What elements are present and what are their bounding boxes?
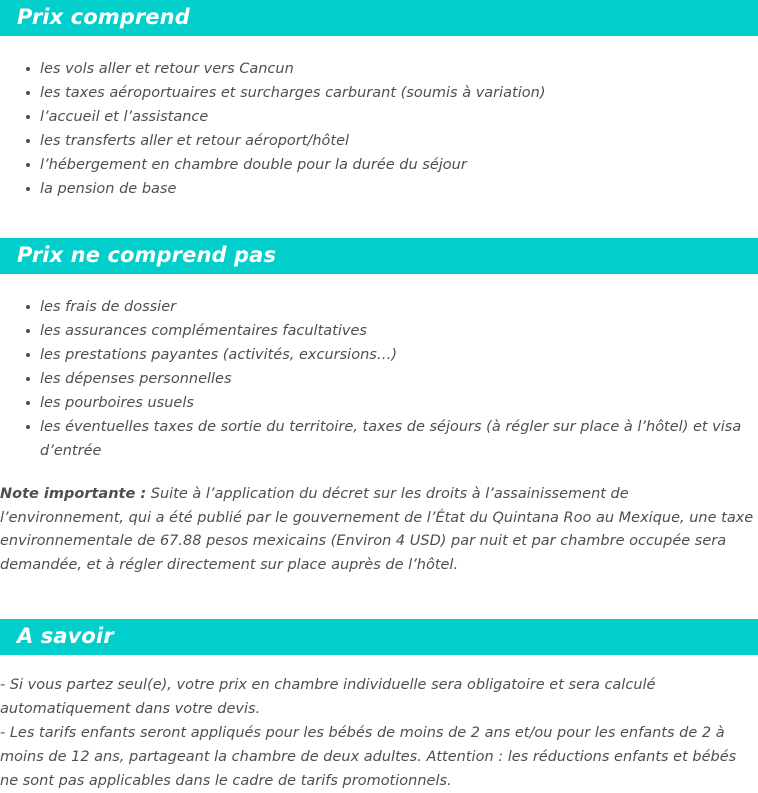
section-title: Prix ne comprend pas bbox=[17, 242, 277, 267]
section-header-prix-comprend bbox=[0, 0, 758, 36]
list-item: les taxes aéroportuaires et surcharges carburant (soumis à variation) bbox=[0, 81, 758, 105]
prix-comprend-body bbox=[0, 36, 758, 201]
section-spacer bbox=[0, 201, 758, 238]
excluded-list bbox=[0, 295, 758, 463]
important-note-text: Suite à l’application du décret sur les droits à l’assainissement de l’environnement, qui a été publié par le gouvernement de l’État du Quintana Roo au Mexique, une taxe environnementale de 67.88 pesos mexicains (Environ 4 USD) par nuit et par chambre occupée sera demandée, et à régler directement sur place auprès de l’hôtel. bbox=[0, 486, 754, 573]
list-item: les pourboires usuels bbox=[0, 391, 758, 415]
section-header-prix-ne-comprend-pas bbox=[0, 238, 758, 274]
savoir-paragraph: - Les tarifs enfants seront appliqués pour les bébés de moins de 2 ans et/ou pour les enfants de 2 à moins de 12 ans, partageant la chambre de deux adultes. Attention : les réductions enfants et bébés ne sont pas applicables dans le cadre de tarifs promotionnels. bbox=[0, 725, 737, 789]
list-item: les dépenses personnelles bbox=[0, 367, 758, 391]
list-item: les éventuelles taxes de sortie du territoire, taxes de séjours (à régler sur place à l’hôtel) et visa d’entrée bbox=[0, 415, 758, 463]
list-item: les frais de dossier bbox=[0, 295, 758, 319]
included-list bbox=[0, 57, 758, 201]
section-header-a-savoir bbox=[0, 619, 758, 655]
list-item: les vols aller et retour vers Cancun bbox=[0, 57, 758, 81]
prix-ne-comprend-pas-body bbox=[0, 274, 758, 577]
list-item: les assurances complémentaires facultatives bbox=[0, 319, 758, 343]
list-item: l’accueil et l’assistance bbox=[0, 105, 758, 129]
section-spacer bbox=[0, 577, 758, 619]
list-item: les prestations payantes (activités, excursions…) bbox=[0, 343, 758, 367]
savoir-paragraph: - Si vous partez seul(e), votre prix en chambre individuelle sera obligatoire et sera calculé automatiquement dans votre devis. bbox=[0, 677, 656, 717]
list-item: les transferts aller et retour aéroport/hôtel bbox=[0, 129, 758, 153]
a-savoir-body bbox=[0, 655, 758, 793]
section-title: A savoir bbox=[17, 623, 114, 648]
important-note-lead: Note importante : bbox=[0, 486, 147, 502]
section-title: Prix comprend bbox=[17, 4, 190, 29]
list-item: la pension de base bbox=[0, 177, 758, 201]
list-item: l’hébergement en chambre double pour la durée du séjour bbox=[0, 153, 758, 177]
important-note bbox=[0, 463, 758, 577]
